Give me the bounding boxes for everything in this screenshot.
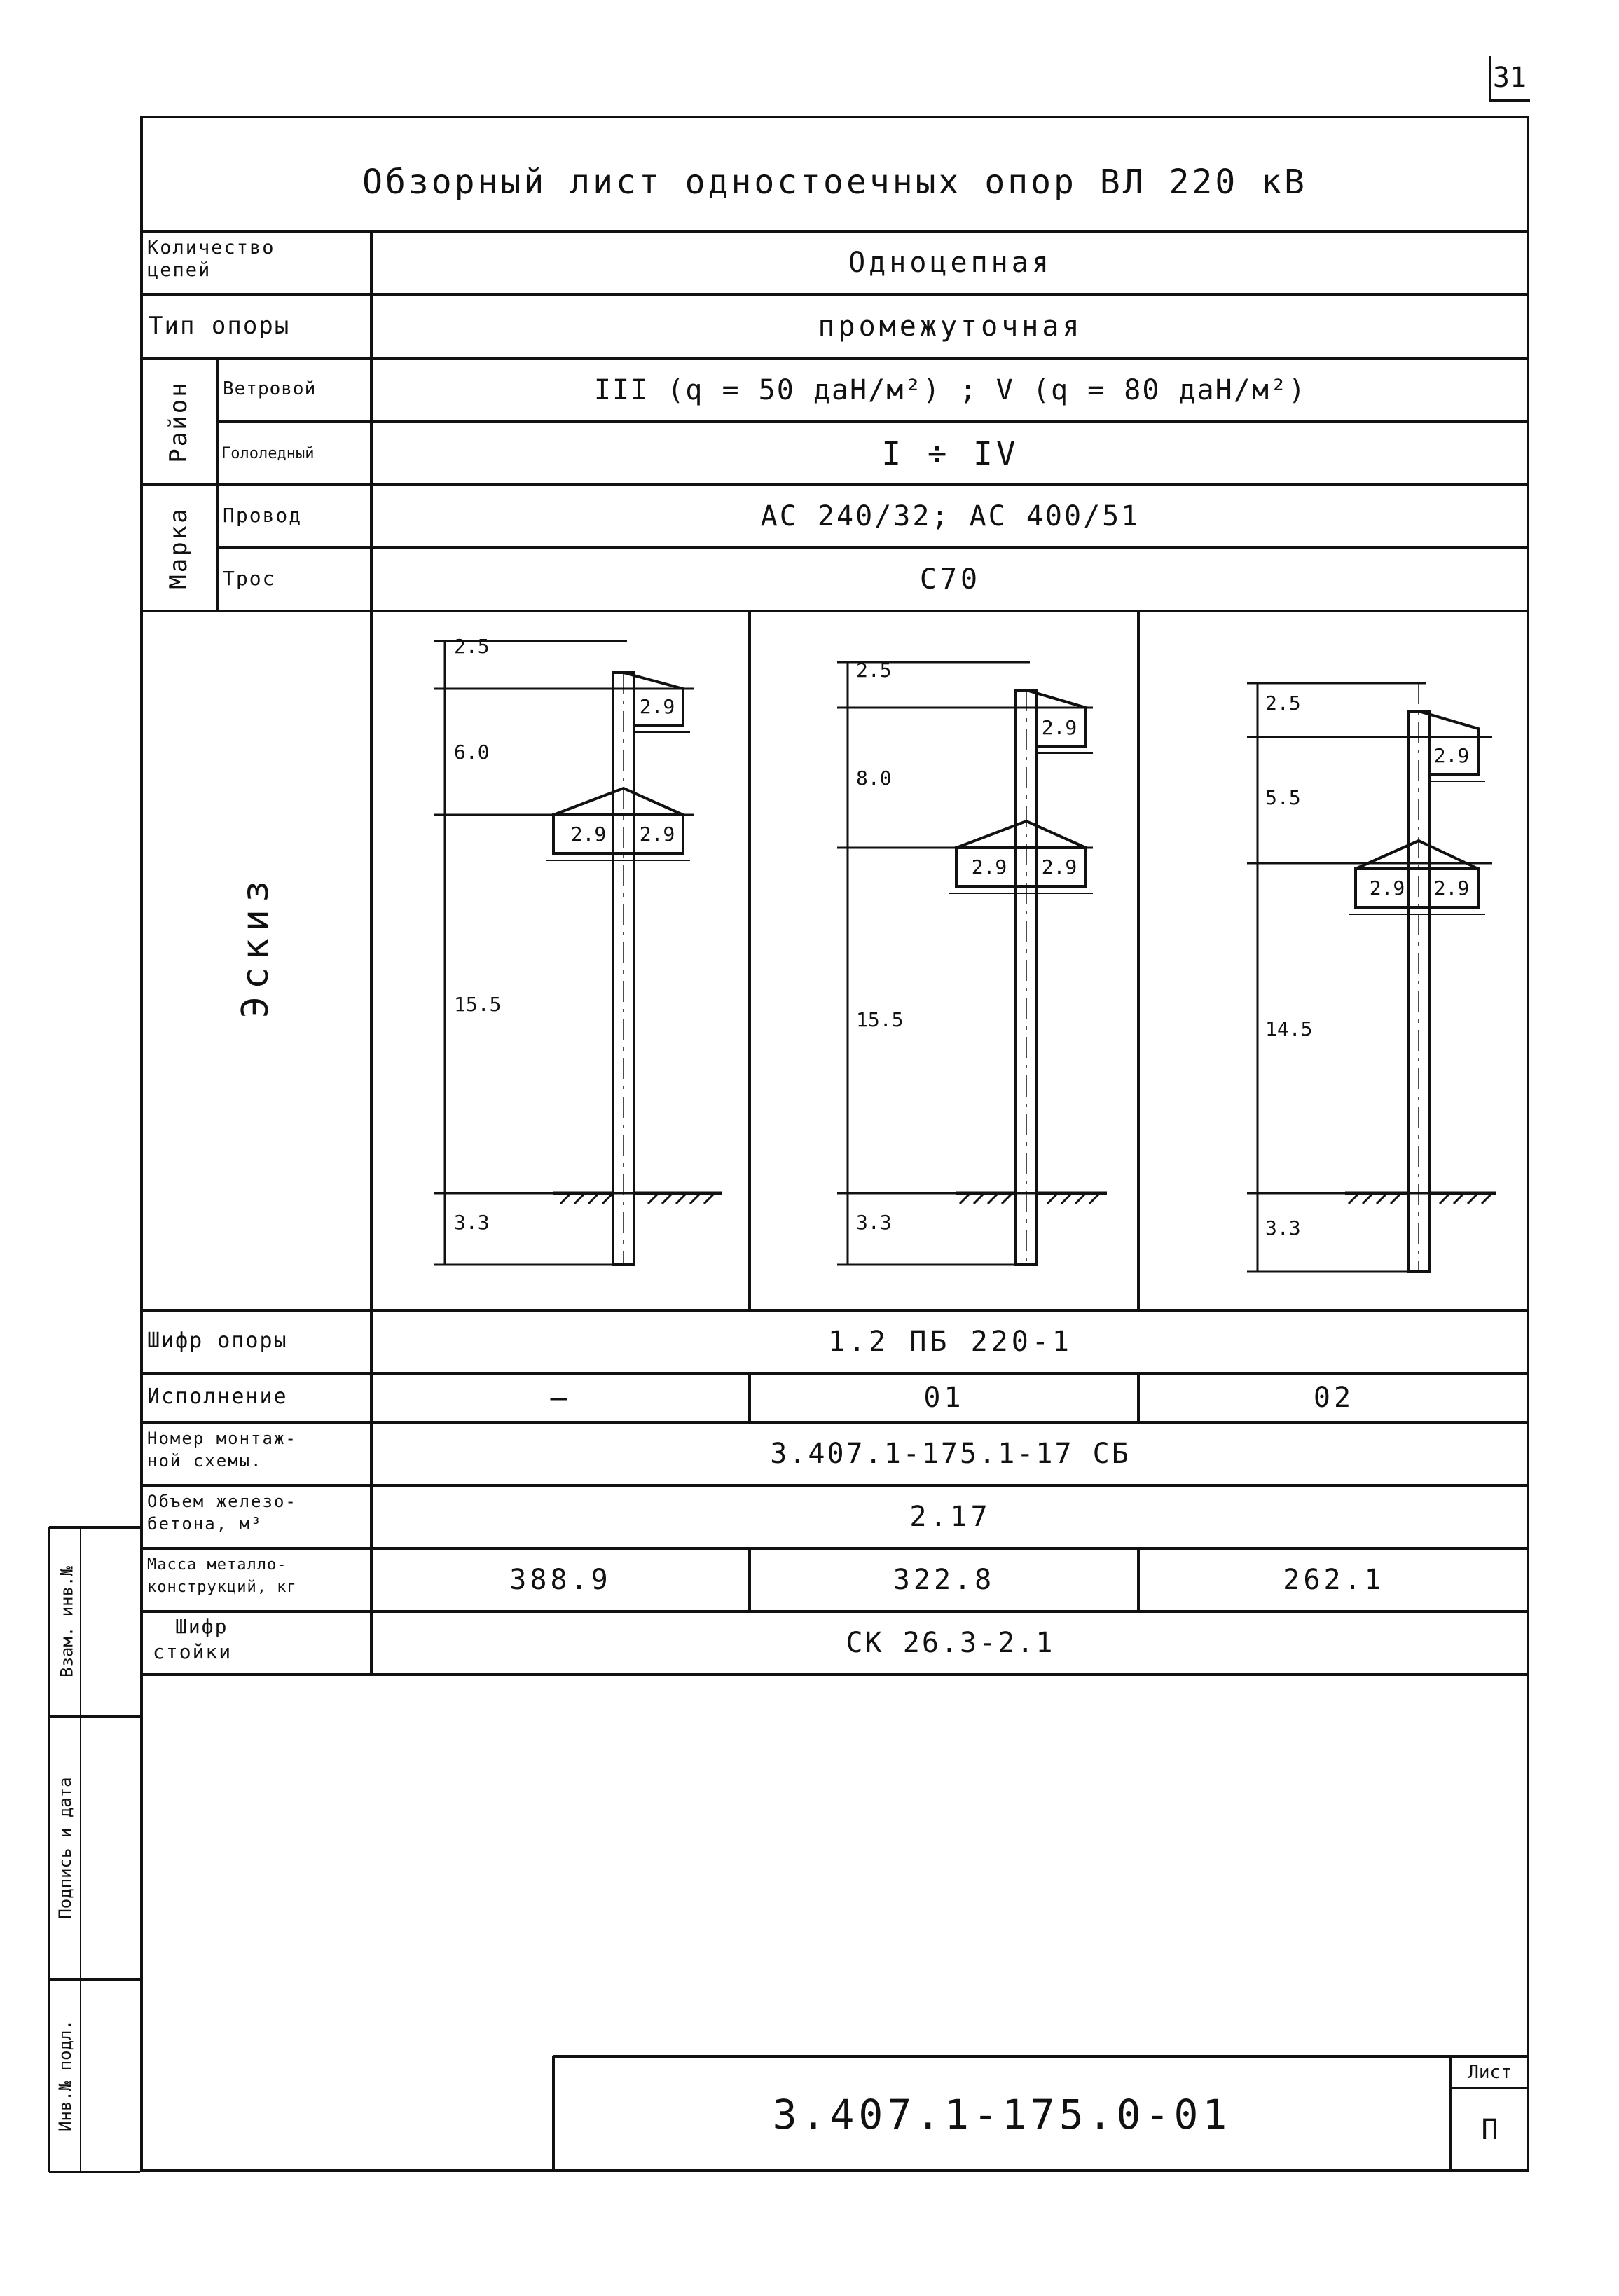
sheet-label: Лист bbox=[1468, 2061, 1512, 2083]
sketch-1-dim-4: 3.3 bbox=[454, 1211, 490, 1234]
steel-value-1: 388.9 bbox=[509, 1564, 612, 1596]
chains-label-2: цепей bbox=[147, 259, 212, 281]
rope-label: Трос bbox=[223, 567, 276, 590]
sketch-pole-3 bbox=[1247, 683, 1496, 1272]
scheme-label-1: Номер монтаж- bbox=[147, 1429, 297, 1448]
side-stamp-inv: Инв.№ подл. bbox=[55, 2020, 75, 2131]
sketch-1-arm-top: 2.9 bbox=[639, 695, 675, 718]
concrete-value: 2.17 bbox=[909, 1501, 991, 1533]
sketch-3-arm-right: 2.9 bbox=[1433, 877, 1470, 900]
variant-value-3: 02 bbox=[1313, 1382, 1355, 1414]
mark-group-label: Марка bbox=[165, 507, 193, 589]
region-group-label: Район bbox=[165, 380, 193, 463]
post-label-2: стойки bbox=[153, 1640, 233, 1663]
sketch-pole-2 bbox=[837, 659, 1107, 1265]
steel-label-2: конструкций, кг bbox=[147, 1579, 297, 1596]
page-title: Обзорный лист одностоечных опор ВЛ 220 кВ bbox=[362, 163, 1307, 202]
post-label-1: Шифр bbox=[175, 1615, 228, 1638]
sketch-2-dim-2: 8.0 bbox=[856, 767, 892, 790]
type-label: Тип опоры bbox=[149, 312, 291, 340]
steel-label-1: Масса металло- bbox=[147, 1556, 287, 1574]
variant-value-2: 01 bbox=[923, 1382, 965, 1414]
sheet-number: П bbox=[1481, 2114, 1499, 2146]
sketch-3-arm-top: 2.9 bbox=[1433, 744, 1470, 767]
steel-value-3: 262.1 bbox=[1283, 1564, 1385, 1596]
wire-label: Провод bbox=[223, 504, 303, 527]
wind-value: III (q = 50 даН/м²) ; V (q = 80 даН/м²) bbox=[593, 374, 1307, 406]
sketch-3-dim-1: 2.5 bbox=[1265, 692, 1301, 715]
document-code: 3.407.1-175.0-01 bbox=[772, 2090, 1232, 2138]
sketch-1-dim-2: 6.0 bbox=[454, 741, 490, 764]
sketch-1-dim-1: 2.5 bbox=[454, 635, 490, 658]
rope-value: С70 bbox=[919, 563, 981, 596]
wind-label: Ветровой bbox=[223, 378, 317, 399]
sketch-label: Эскиз bbox=[235, 873, 277, 1019]
sketch-2-arm-top: 2.9 bbox=[1041, 716, 1077, 739]
sketch-2-arm-left: 2.9 bbox=[971, 855, 1007, 879]
page-number: 31 bbox=[1492, 62, 1527, 94]
chains-label-1: Количество bbox=[147, 237, 275, 259]
variant-value-1: — bbox=[550, 1382, 571, 1414]
sketch-2-dim-4: 3.3 bbox=[856, 1211, 892, 1234]
sketch-2-arm-right: 2.9 bbox=[1041, 855, 1077, 879]
concrete-label-2: бетона, м³ bbox=[147, 1514, 263, 1534]
wire-value: АС 240/32; АС 400/51 bbox=[760, 500, 1141, 532]
type-value: промежуточная bbox=[818, 310, 1083, 343]
cipher-label: Шифр опоры bbox=[147, 1328, 288, 1353]
side-stamp-sign: Подпись и дата bbox=[55, 1777, 75, 1919]
sketch-1-dim-3: 15.5 bbox=[454, 993, 502, 1016]
side-stamp-replace: Взам. инв.№ bbox=[57, 1566, 76, 1677]
concrete-label-1: Объем железо- bbox=[147, 1492, 297, 1511]
sketch-pole-1 bbox=[434, 635, 722, 1265]
chains-value: Одноцепная bbox=[848, 247, 1052, 279]
sketch-2-dim-1: 2.5 bbox=[856, 659, 892, 682]
variant-label: Исполнение bbox=[147, 1384, 288, 1409]
sketch-3-dim-4: 3.3 bbox=[1265, 1216, 1301, 1239]
sketch-1-arm-left: 2.9 bbox=[570, 823, 607, 846]
ice-value: I ÷ IV bbox=[881, 434, 1019, 472]
sketch-2-dim-3: 15.5 bbox=[856, 1008, 904, 1031]
scheme-label-2: ной схемы. bbox=[147, 1451, 263, 1471]
scheme-value: 3.407.1-175.1-17 СБ bbox=[770, 1438, 1131, 1470]
sketch-3-dim-3: 14.5 bbox=[1265, 1017, 1313, 1040]
sketch-3-arm-left: 2.9 bbox=[1369, 877, 1405, 900]
sketch-3-dim-2: 5.5 bbox=[1265, 786, 1301, 809]
cipher-value: 1.2 ПБ 220-1 bbox=[828, 1326, 1073, 1358]
post-value: СК 26.3-2.1 bbox=[846, 1627, 1055, 1659]
sketch-1-arm-right: 2.9 bbox=[639, 823, 675, 846]
steel-value-2: 322.8 bbox=[893, 1564, 995, 1596]
ice-label: Гололедный bbox=[221, 445, 315, 462]
